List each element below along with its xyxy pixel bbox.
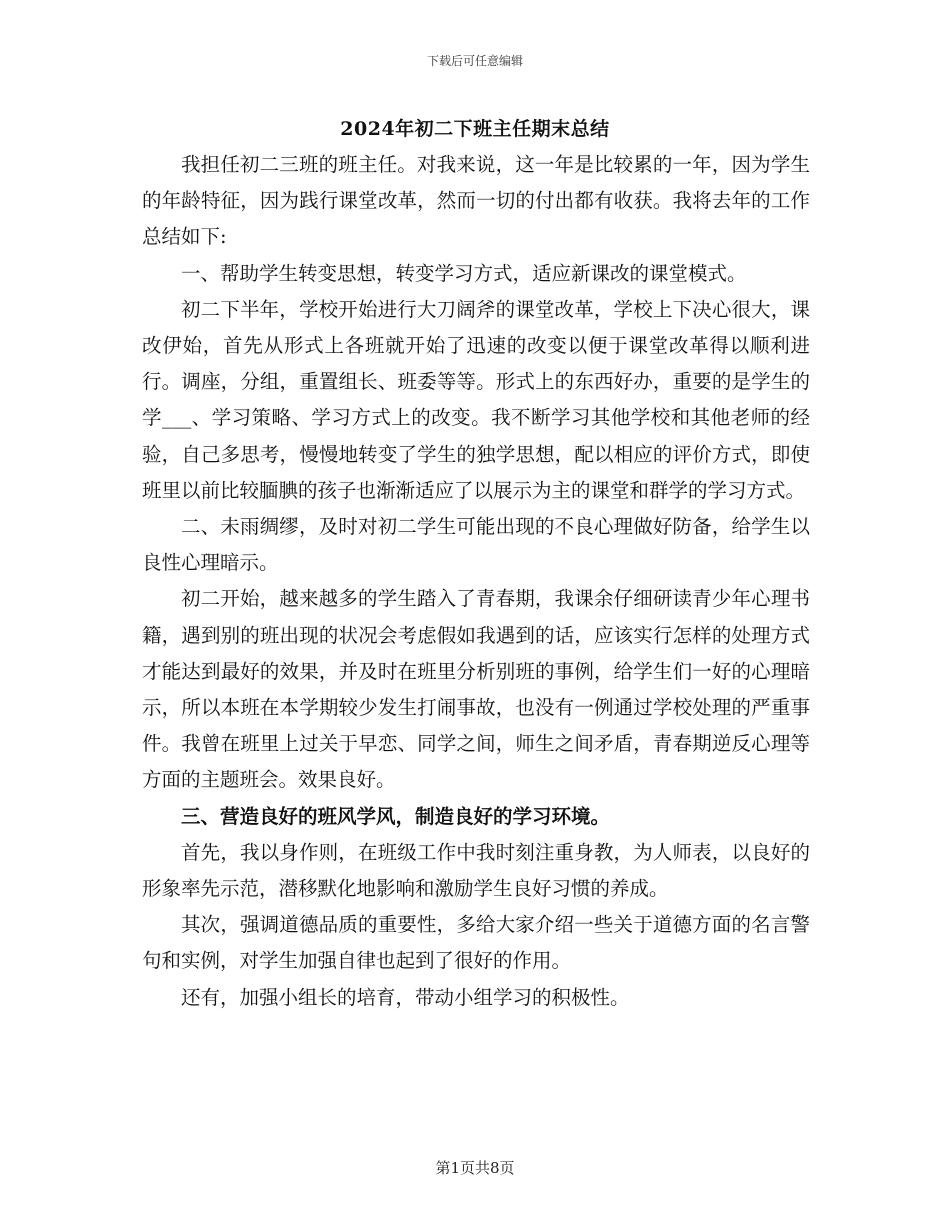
paragraph-section-2: 初二开始，越来越多的学生踏入了青春期，我课余仔细研读青少年心理书籍，遇到别的班出现的状况会考虑假如我遇到的话，应该实行怎样的处理方式才能达到最好的效果，并及时在班里分析别班的事例，给学生们一好的心理暗示，所以本班在本学期较少发生打闹事故，也没有一例通过学校处理的严重事件。我曾在班里上过关于早恋、同学之间，师生之间矛盾，青春期逆反心理等方面的主题班会。效果良好。 — [142, 587, 810, 792]
page-number-footer: 第1页共8页 — [435, 1159, 515, 1177]
section-heading-3: 三、营造良好的班风学风，制造良好的学习环境。 — [181, 804, 611, 828]
document-body — [142, 147, 810, 1016]
document-title: 2024年初二下班主任期末总结 — [340, 118, 610, 140]
paragraph-section-1: 初二下半年，学校开始进行大刀阔斧的课堂改革，学校上下决心很大，课改伊始，首先从形式上各班就开始了迅速的改变以便于课堂改革得以顺利进行。调座，分组，重置组长、班委等等。形式上的东西好办，重要的是学生的学___、学习策略、学习方式上的改变。我不断学习其他学校和其他老师的经验，自己多思考，慢慢地转变了学生的独学思想，配以相应的评价方式，即使班里以前比较腼腆的孩子也渐渐适应了以展示为主的课堂和群学的学习方式。 — [142, 297, 810, 502]
section-heading-2: 二、未雨绸缪，及时对初二学生可能出现的不良心理做好防备，给学生以良性心理暗示。 — [142, 515, 810, 575]
section-heading-1: 一、帮助学生转变思想，转变学习方式，适应新课改的课堂模式。 — [181, 261, 747, 285]
paragraph-also: 还有，加强小组长的培育，带动小组学习的积极性。 — [181, 985, 630, 1009]
paragraph-first: 首先，我以身作则，在班级工作中我时刻注重身教，为人师表，以良好的形象率先示范，潜移默化地影响和激励学生良好习惯的养成。 — [142, 840, 810, 901]
paragraph-second: 其次，强调道德品质的重要性，多给大家介绍一些关于道德方面的名言警句和实例，对学生加强自律也起到了很好的作用。 — [142, 913, 810, 973]
header-note: 下载后可任意编辑 — [426, 54, 523, 68]
paragraph-intro: 我担任初二三班的班主任。对我来说，这一年是比较累的一年，因为学生的年龄特征，因为践行课堂改革，然而一切的付出都有收获。我将去年的工作总结如下: — [142, 153, 810, 249]
